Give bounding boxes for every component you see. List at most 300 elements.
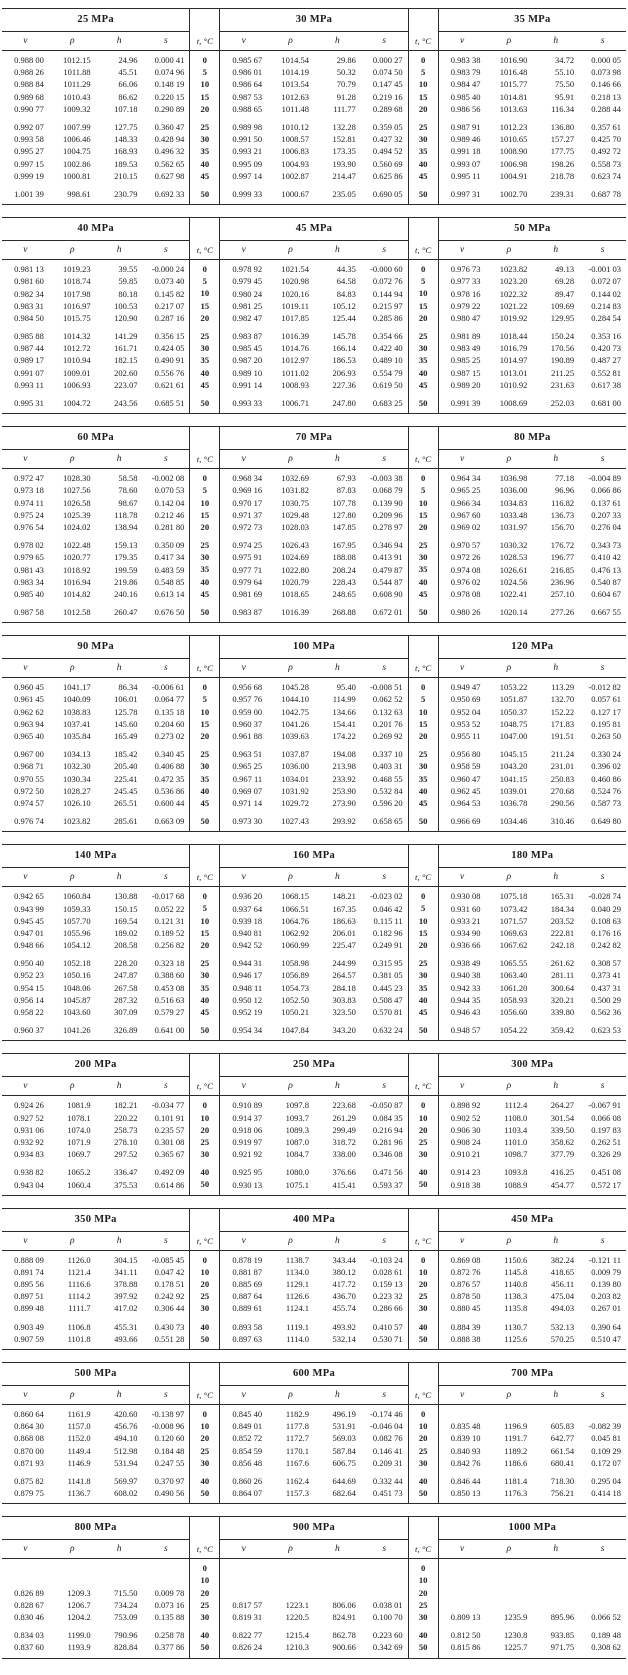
table-column-headers [439,32,626,51]
cell-rho: 1012.58 [63,607,91,618]
table-row [439,994,626,1006]
cell-s: 0.289 68 [372,103,403,114]
cell-rho: 1199.0 [67,1630,91,1641]
cell-rho: 1041.17 [63,682,91,693]
cell-v: 0.809 13 [450,1612,481,1623]
temperature-value: 25 [418,1445,428,1456]
cell-v: 0.872 76 [450,1266,481,1277]
temperature-body [190,469,219,622]
temperature-value: 15 [200,927,210,938]
temperature-value: 40 [200,994,210,1005]
temperature-value: 0 [421,1408,426,1419]
cell-s: 0.115 11 [373,915,403,926]
cell-s: 0.306 44 [154,1303,185,1314]
cell-rho: 1051.87 [499,694,528,705]
cell-h: 734.24 [114,1599,138,1610]
cell-rho: 1010.43 [63,91,91,102]
cell-h: 84.83 [336,288,356,299]
table-row [2,1445,189,1457]
cell-h: 455.74 [332,1303,356,1314]
temperature-value: 45 [418,170,428,181]
cell-v: 0.837 60 [14,1642,44,1653]
temperature-value: 0 [421,891,426,902]
table-row [2,706,189,718]
temperature-value: 30 [418,134,428,145]
cell-v: 0.969 02 [450,521,481,532]
column-header-rho: ρ [69,1544,75,1555]
temperature-column-spacer [190,636,219,659]
cell-v: 0.927 52 [14,1112,44,1123]
cell-h: 299.49 [332,1124,356,1135]
cell-v: 0.992 07 [14,122,44,133]
table-title: 1000 MPa [439,1517,626,1540]
temperature-value: 15 [418,718,428,729]
cell-s: 0.135 18 [154,706,185,717]
temperature-column [408,218,439,413]
temperature-value: 0 [421,682,426,693]
table-row [220,78,407,90]
cell-v: 0.964 53 [450,797,481,808]
cell-rho: 1028.53 [499,552,528,563]
temperature-value: 5 [202,276,207,287]
column-header-rho: ρ [288,454,293,465]
temperature-value: 10 [418,915,428,926]
cell-rho: 1030.32 [499,540,528,551]
cell-v: 0.903 49 [14,1321,44,1332]
table-row [439,563,626,575]
cell-s: 0.144 94 [372,288,403,299]
temperature-value: 20 [418,312,428,323]
table-row [439,1599,626,1611]
cell-v: 0.870 00 [14,1445,44,1456]
cell-rho: 1101.0 [504,1136,528,1147]
cell-s: 0.562 36 [591,1007,621,1018]
cell-s: -0.000 60 [370,264,403,275]
cell-rho: 1167.6 [285,1457,309,1468]
temperature-value: 50 [418,1179,428,1190]
cell-h: 227.36 [332,379,356,390]
table-row [2,982,189,994]
cell-rho: 1081.9 [67,1100,91,1111]
cell-s: 0.390 64 [591,1321,621,1332]
table-row [220,145,407,157]
temperature-body [190,260,219,413]
cell-s: 0.422 40 [372,343,403,354]
table-body [220,1559,407,1657]
cell-rho: 1009.01 [63,367,91,378]
cell-v: 0.971 14 [232,797,263,808]
cell-s: 0.145 82 [154,288,185,299]
column-header-s: s [164,36,168,46]
table-column-headers [439,659,626,678]
temperature-value: 5 [202,903,207,914]
table-column-headers [2,241,189,260]
temperature-value: 25 [200,121,210,132]
cell-s: 0.144 02 [591,288,621,299]
cell-v: 0.881 87 [232,1266,263,1277]
cell-h: 293.92 [332,816,356,827]
table-row [439,170,626,182]
cell-s: 0.189 48 [591,1630,621,1641]
cell-s: 0.428 94 [154,134,185,145]
cell-v: 0.953 52 [450,718,481,729]
cell-rho: 1023.82 [499,264,528,275]
column-header-v: v [241,1389,246,1400]
table-column-headers [2,1232,189,1251]
table-row [439,539,626,551]
temperature-column [408,1363,439,1503]
cell-s: 0.617 38 [591,379,621,390]
cell-v: 0.880 45 [450,1303,481,1314]
cell-s: 0.413 91 [372,552,403,563]
column-header-s: s [382,1544,387,1555]
cell-rho: 1177.8 [285,1421,309,1432]
table-row [2,1333,189,1345]
cell-rho: 1126.0 [67,1254,91,1265]
cell-rho: 1043.20 [499,761,528,772]
pressure-table [439,427,626,622]
temperature-header: t, °C [190,32,219,51]
cell-rho: 1060.99 [281,940,309,951]
temperature-column-spacer [190,845,219,868]
cell-s: 0.288 44 [591,103,621,114]
temperature-value: 25 [200,1599,210,1610]
cell-rho: 1020.98 [281,276,309,287]
table-row [2,312,189,324]
table-row [439,693,626,705]
table-row [220,1641,407,1653]
cell-h: 191.51 [550,731,575,742]
cell-v: 0.957 76 [232,694,263,705]
table-row [439,1278,626,1290]
cell-rho: 1176.3 [504,1488,528,1499]
cell-rho: 1027.56 [63,485,91,496]
cell-s: 0.354 66 [372,331,403,342]
cell-v: 0.989 10 [232,367,263,378]
cell-rho: 1013.01 [499,367,528,378]
table-row [2,66,189,78]
cell-v: 0.956 14 [14,994,44,1005]
table-row [2,693,189,705]
table-row [220,730,407,742]
cell-h: 219.86 [114,576,138,587]
cell-v: 0.854 59 [232,1445,263,1456]
cell-rho: 1045.15 [499,749,528,760]
column-header-v: v [241,454,246,465]
table-body [220,260,407,413]
cell-rho: 1071.9 [67,1136,91,1147]
cell-h: 343.20 [332,1025,356,1036]
cell-s: 0.101 91 [154,1112,185,1123]
table-row [439,263,626,275]
column-header-h: h [553,663,559,674]
cell-v: 0.897 63 [232,1333,263,1344]
cell-s: 0.284 54 [591,312,621,323]
cell-v: 0.993 33 [232,398,263,409]
cell-rho: 1014.97 [499,355,528,366]
cell-s: 0.544 87 [372,576,403,587]
column-header-s: s [600,1235,605,1246]
cell-s: -0.028 74 [588,891,621,902]
cell-h: 223.07 [114,379,138,390]
cell-rho: 1119.1 [286,1321,309,1332]
cell-h: 239.31 [550,188,575,199]
cell-s: 0.468 55 [372,773,403,784]
table-row [2,521,189,533]
cell-rho: 1067.62 [499,940,528,951]
table-column-headers [220,1540,407,1559]
column-header-rho: ρ [288,245,293,256]
cell-v: 0.967 00 [14,749,44,760]
table-title: 400 MPa [220,1209,407,1232]
pressure-table [220,1363,407,1503]
table-row [2,939,189,951]
cell-v: 0.981 25 [232,300,263,311]
table-row [2,472,189,484]
cell-rho: 1140.8 [504,1279,528,1290]
table-row [220,1629,407,1641]
cell-v: 0.986 01 [232,67,263,78]
cell-h: 862.78 [332,1630,356,1641]
table-row [2,300,189,312]
temperature-value: 25 [200,331,210,341]
cell-v: 0.959 00 [232,706,263,717]
cell-h: 213.98 [332,761,356,772]
cell-h: 417.72 [332,1279,356,1290]
cell-v: 0.932 92 [14,1136,44,1147]
pressure-band [2,635,626,832]
temperature-value: 30 [418,1149,428,1160]
table-title: 450 MPa [439,1209,626,1232]
cell-v: 0.944 31 [232,958,263,969]
cell-h: 211.24 [551,749,575,760]
cell-h: 326.89 [114,1025,138,1036]
cell-rho: 1089.3 [285,1124,309,1135]
cell-s: 0.342 69 [372,1642,403,1653]
table-row [2,1321,189,1333]
table-column-headers [439,1540,626,1559]
cell-s: 0.256 82 [154,940,185,951]
temperature-column [408,636,439,831]
table-row [439,815,626,827]
cell-v: 0.850 13 [450,1488,481,1499]
cell-rho: 1189.2 [504,1445,528,1456]
cell-v: 0.985 67 [232,55,263,66]
cell-rho: 1028.03 [281,521,309,532]
cell-v: 0.988 26 [14,67,44,78]
cell-h: 125.44 [332,312,356,323]
column-header-s: s [164,1235,168,1246]
table-body [220,1405,407,1503]
temperature-value: 35 [418,773,428,784]
cell-s: 0.184 48 [154,1445,185,1456]
temperature-value: 0 [421,55,426,65]
temperature-value: 0 [202,1408,207,1419]
table-title: 160 MPa [220,845,407,868]
cell-h: 50.32 [336,67,356,78]
cell-v: 0.834 03 [14,1630,44,1641]
cell-v: 0.968 34 [232,473,263,484]
cell-v: 0.983 87 [232,607,263,618]
cell-v: 0.977 71 [232,564,263,575]
temperature-value: 45 [418,588,428,599]
cell-v: 0.954 15 [14,982,44,993]
cell-v: 0.845 40 [232,1409,263,1420]
temperature-value: 10 [200,288,210,299]
cell-s: 0.381 05 [372,970,403,981]
cell-rho: 1157.0 [67,1421,91,1432]
column-header-h: h [116,663,122,674]
cell-h: 152.22 [550,706,575,717]
cell-v: 0.960 37 [232,718,263,729]
table-column-headers [439,1232,626,1251]
cell-h: 39.55 [118,264,138,275]
cell-s: 0.471 56 [372,1167,403,1178]
cell-s: 0.249 91 [372,940,403,951]
cell-h: 264.27 [550,1100,575,1111]
cell-s: 0.681 00 [591,398,621,409]
pressure-table [439,9,626,204]
cell-rho: 1054.22 [499,1025,528,1036]
cell-s: 0.267 01 [591,1303,621,1314]
cell-rho: 1204.2 [67,1612,91,1623]
cell-rho: 1029.48 [281,509,309,520]
temperature-header: t, °C [190,450,219,469]
cell-s: 0.269 92 [372,731,403,742]
table-row [220,681,407,693]
table-row [220,915,407,927]
cell-v: 0.981 13 [14,264,44,275]
cell-s: 0.121 31 [154,915,185,926]
table-row [439,576,626,588]
table-row [220,1278,407,1290]
cell-rho: 1024.02 [63,521,91,532]
table-row [2,1432,189,1444]
temperature-value: 10 [200,1112,210,1123]
cell-s: 0.658 65 [372,816,403,827]
table-row [439,1124,626,1136]
table-row [220,1587,407,1599]
temperature-header: t, °C [409,450,438,469]
cell-s: 0.047 42 [154,1266,185,1277]
cell-s: 0.476 13 [591,564,621,575]
cell-v: 0.983 31 [14,300,44,311]
temperature-value: 45 [418,797,428,808]
cell-v: 0.830 46 [14,1612,44,1623]
column-header-rho: ρ [288,1235,293,1246]
cell-h: 174.22 [332,731,356,742]
cell-s: 0.663 09 [154,816,185,827]
cell-v: 0.961 45 [14,694,44,705]
table-body [220,1251,407,1349]
table-row [220,300,407,312]
table-row [439,730,626,742]
cell-s: 0.068 79 [372,485,403,496]
column-header-rho: ρ [288,663,293,674]
cell-v: 0.960 47 [450,773,481,784]
table-row [2,606,189,618]
cell-h: 185.42 [114,749,138,760]
cell-v: 0.974 25 [232,540,263,551]
temperature-value: 35 [200,773,210,784]
column-header-s: s [164,1544,168,1555]
temperature-header: t, °C [409,1540,438,1559]
table-body [2,469,189,622]
table-row [439,1445,626,1457]
pressure-table [2,636,189,831]
table-row [220,342,407,354]
cell-s: 0.219 16 [372,91,403,102]
table-row [2,1611,189,1623]
temperature-column [408,427,439,622]
cell-v: 0.910 89 [232,1100,263,1111]
temperature-column [189,1363,220,1503]
temperature-value: 20 [200,103,210,114]
cell-rho: 1022.48 [63,540,91,551]
cell-v: 0.931 06 [14,1124,44,1135]
table-row [439,484,626,496]
pressure-table [2,845,189,1040]
cell-v: 0.907 59 [14,1333,44,1344]
pressure-table [220,1054,407,1194]
cell-h: 339.80 [550,1007,575,1018]
cell-h: 244.99 [332,958,356,969]
cell-h: 418.65 [550,1266,575,1277]
cell-s: 0.330 24 [591,749,621,760]
cell-v: 0.921 92 [232,1149,263,1160]
temperature-body [190,1405,219,1503]
table-row [2,1136,189,1148]
cell-s: 0.365 67 [154,1149,185,1160]
cell-rho: 1223.1 [285,1599,309,1610]
cell-rho: 1114.0 [286,1333,309,1344]
table-row [2,78,189,90]
cell-h: 182.15 [114,355,138,366]
column-header-h: h [335,663,340,674]
temperature-body [409,469,438,622]
cell-v: 0.976 54 [14,521,44,532]
column-header-v: v [23,663,28,674]
cell-h: 287.32 [114,994,138,1005]
pressure-table [2,1054,189,1194]
cell-h: 111.77 [333,103,356,114]
table-row [220,1024,407,1036]
table-column-headers [220,659,407,678]
temperature-value: 5 [421,67,426,78]
temperature-value: 10 [418,1266,428,1277]
cell-s: -0.000 24 [151,264,185,275]
cell-rho: 1018.44 [499,331,528,342]
cell-v: 0.937 64 [232,903,263,914]
column-header-s: s [382,454,387,465]
cell-v: 0.946 43 [450,1007,481,1018]
cell-rho: 1034.13 [63,749,91,760]
table-row [2,969,189,981]
cell-v: 0.889 61 [232,1303,263,1314]
cell-h: 216.85 [550,564,575,575]
table-title: 700 MPa [439,1363,626,1386]
cell-rho: 1016.94 [63,576,91,587]
table-row [439,1408,626,1420]
temperature-value: 10 [200,706,210,717]
table-row [439,797,626,809]
cell-rho: 1024.56 [499,576,528,587]
cell-h: 569.97 [114,1475,138,1486]
temperature-value: 30 [418,761,428,772]
cell-h: 95.91 [555,91,575,102]
temperature-value: 25 [418,540,428,551]
cell-s: 0.286 66 [372,1303,403,1314]
